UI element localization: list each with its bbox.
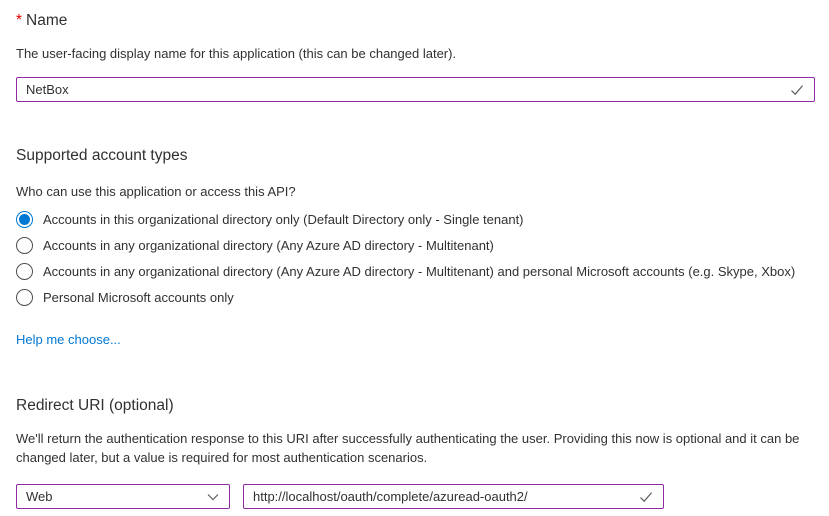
radio-button-icon (16, 289, 33, 306)
name-input-box (16, 77, 815, 102)
redirect-uri-controls (16, 484, 815, 509)
name-label-text: Name (26, 12, 68, 29)
redirect-uri-title: Redirect URI (optional) (16, 397, 174, 414)
name-field-label (16, 10, 815, 31)
redirect-uri-input-box (243, 484, 664, 509)
radio-option-single-tenant[interactable] (16, 206, 815, 232)
account-types-radio-group (16, 206, 815, 310)
radio-option-label: Accounts in this organizational directory only (Default Directory only - Single tenant) (43, 211, 524, 227)
help-me-choose-link[interactable]: Help me choose... (16, 332, 121, 347)
radio-option-label: Accounts in any organizational directory (Any Azure AD directory - Multitenant) (43, 237, 494, 253)
checkmark-icon (638, 489, 654, 505)
account-types-question: Who can use this application or access this API? (16, 184, 296, 199)
supported-account-types-title: Supported account types (16, 147, 188, 164)
chevron-down-icon (206, 490, 220, 504)
radio-button-icon (16, 263, 33, 280)
required-asterisk: * (16, 12, 23, 29)
name-description: The user-facing display name for this application (this can be changed later). (16, 46, 457, 61)
platform-select[interactable] (16, 484, 230, 509)
radio-button-icon (16, 211, 33, 228)
checkmark-icon (789, 82, 805, 98)
radio-option-multitenant[interactable] (16, 232, 815, 258)
redirect-uri-input[interactable] (253, 485, 630, 508)
redirect-uri-description: We'll return the authentication response to this URI after successfully authenticating the user. Providing this now is optional and it can be changed later, but a value is required for most authentication scenarios. (16, 431, 800, 465)
radio-button-icon (16, 237, 33, 254)
radio-option-personal-only[interactable] (16, 284, 815, 310)
radio-option-label: Personal Microsoft accounts only (43, 289, 234, 305)
radio-option-label: Accounts in any organizational directory (Any Azure AD directory - Multitenant) and personal Microsoft accounts (e.g. Skype, Xbox) (43, 263, 796, 279)
radio-option-multitenant-personal[interactable] (16, 258, 815, 284)
platform-select-value: Web (26, 489, 53, 504)
name-input[interactable] (26, 78, 781, 101)
